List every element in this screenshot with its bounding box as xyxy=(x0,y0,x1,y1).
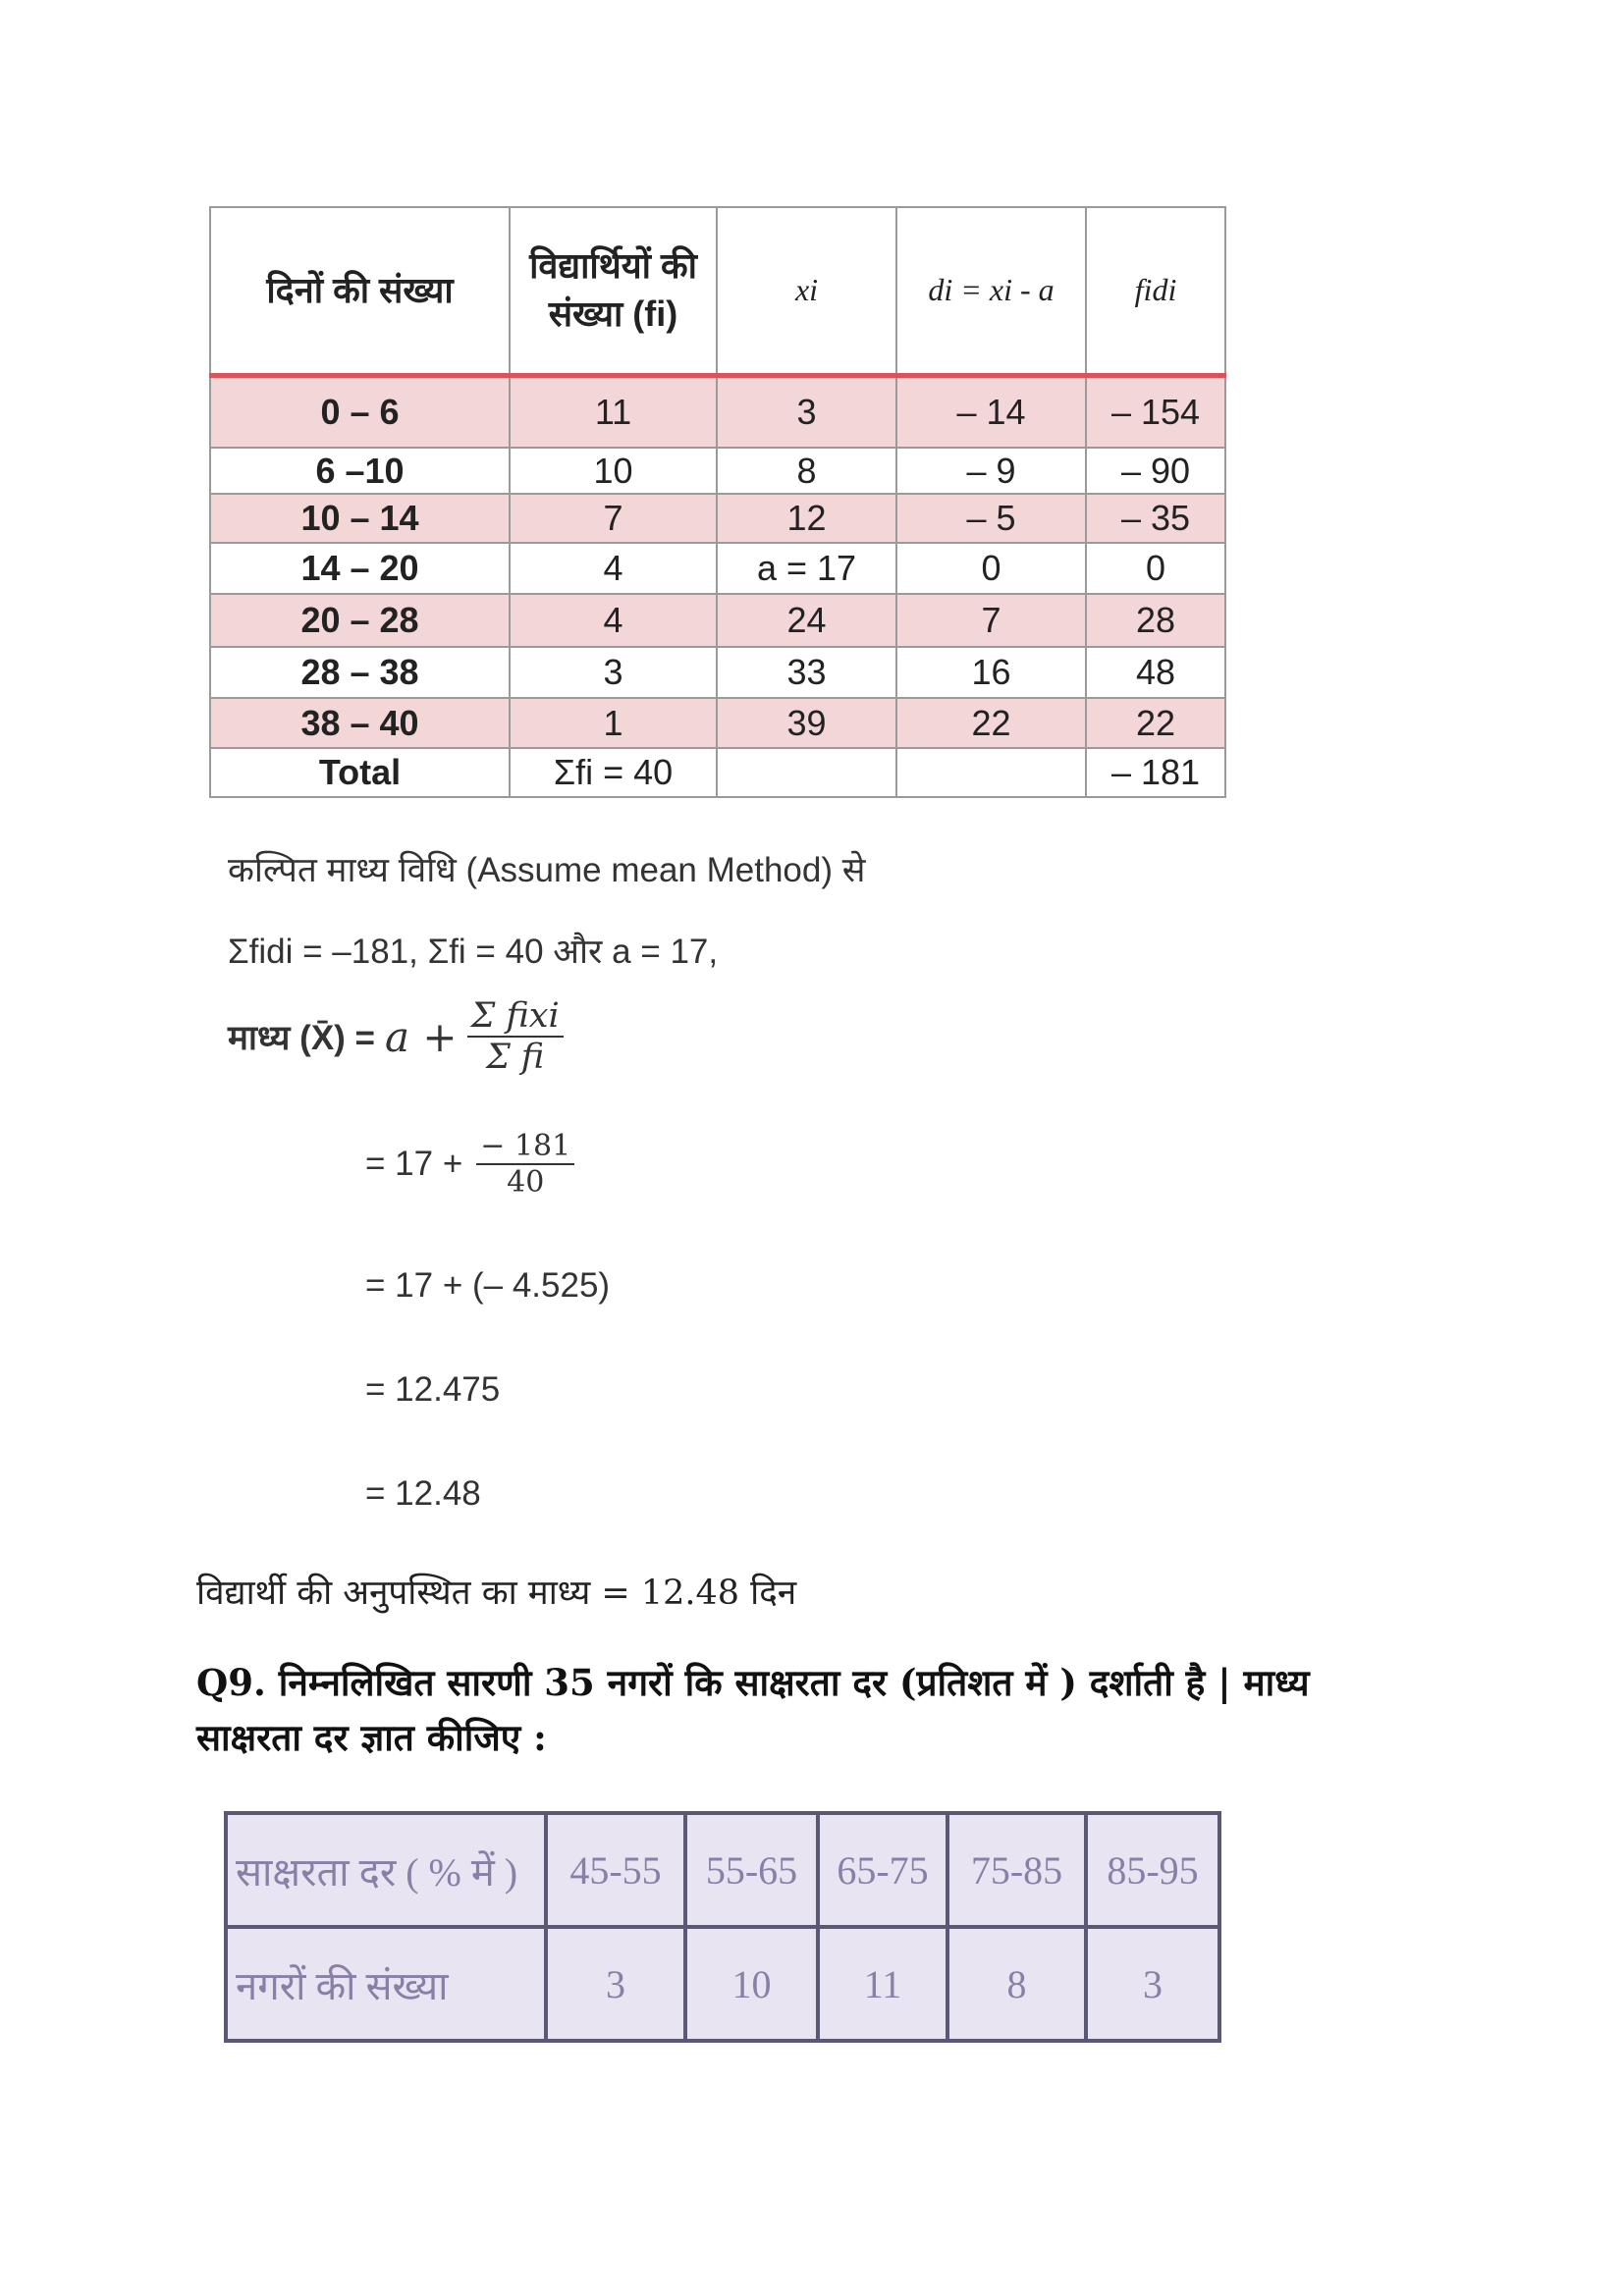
table-cell: नगरों की संख्या xyxy=(226,1927,546,2041)
table-cell: 14 – 20 xyxy=(210,543,510,594)
table-row xyxy=(226,1927,1219,2041)
step-1-denominator: 40 xyxy=(507,1165,545,1200)
table-cell: 8 xyxy=(947,1927,1086,2041)
table-row xyxy=(210,494,1225,543)
header-students: विद्यार्थियों की संख्या (fi) xyxy=(510,207,717,376)
table-header-row xyxy=(210,207,1225,376)
table-cell: – 5 xyxy=(896,494,1086,543)
question-9-line-2: साक्षरता दर ज्ञात कीजिए : xyxy=(196,1716,547,1759)
table-cell: 20 – 28 xyxy=(210,594,510,647)
header-di: di = xi - a xyxy=(896,207,1086,376)
table-cell xyxy=(717,748,896,797)
mean-formula xyxy=(228,996,564,1077)
table-cell: 3 xyxy=(717,376,896,449)
table-cell: 6 –10 xyxy=(210,448,510,494)
table-row xyxy=(210,543,1225,594)
table-cell: Total xyxy=(210,748,510,797)
table-cell: 28 – 38 xyxy=(210,647,510,698)
step-1-prefix: = 17 + xyxy=(365,1145,463,1183)
table-cell: 55-65 xyxy=(685,1813,818,1927)
table-cell: 48 xyxy=(1086,647,1225,698)
table-cell: 85-95 xyxy=(1086,1813,1219,1927)
table-cell: 7 xyxy=(896,594,1086,647)
step-1-fraction xyxy=(476,1129,574,1200)
table-cell: – 90 xyxy=(1086,448,1225,494)
table-cell: 4 xyxy=(510,543,717,594)
table-cell: 7 xyxy=(510,494,717,543)
conclusion: विद्यार्थी की अनुपस्थित का माध्य = 12.48 दिन xyxy=(196,1574,797,1613)
table-cell: 11 xyxy=(818,1927,947,2041)
table-cell: 3 xyxy=(510,647,717,698)
step-4: = 12.48 xyxy=(365,1474,481,1513)
formula-a: a + xyxy=(385,1012,458,1061)
table-cell: – 14 xyxy=(896,376,1086,449)
method-line: कल्पित माध्य विधि (Assume mean Method) से xyxy=(228,851,866,889)
table-cell: 10 xyxy=(685,1927,818,2041)
table-row xyxy=(210,376,1225,449)
mean-label: माध्य (X̄) = xyxy=(228,1018,375,1057)
table-row xyxy=(226,1813,1219,1927)
formula-fraction xyxy=(467,996,564,1077)
table-cell: – 9 xyxy=(896,448,1086,494)
step-1 xyxy=(365,1129,574,1200)
table-cell: 22 xyxy=(1086,698,1225,748)
table-cell: 8 xyxy=(717,448,896,494)
table-cell: 28 xyxy=(1086,594,1225,647)
step-1-numerator: − 181 xyxy=(476,1129,574,1165)
given-values: Σfidi = –181, Σfi = 40 और a = 17, xyxy=(228,933,719,971)
table-cell: – 181 xyxy=(1086,748,1225,797)
table-cell: 0 – 6 xyxy=(210,376,510,449)
table-cell: 22 xyxy=(896,698,1086,748)
header-days: दिनों की संख्या xyxy=(210,207,510,376)
table-cell: 3 xyxy=(546,1927,685,2041)
header-xi: xi xyxy=(717,207,896,376)
table-row xyxy=(210,647,1225,698)
table-row xyxy=(210,698,1225,748)
formula-denominator: Σ fi xyxy=(486,1038,545,1077)
question-9 xyxy=(196,1655,1310,1765)
table-cell: 3 xyxy=(1086,1927,1219,2041)
table-cell: 4 xyxy=(510,594,717,647)
table-cell: 1 xyxy=(510,698,717,748)
step-3: = 12.475 xyxy=(365,1370,501,1409)
table-row xyxy=(210,748,1225,797)
table-cell: 33 xyxy=(717,647,896,698)
table-cell: 10 – 14 xyxy=(210,494,510,543)
table-cell: 65-75 xyxy=(818,1813,947,1927)
table-cell: 10 xyxy=(510,448,717,494)
step-2: = 17 + (– 4.525) xyxy=(365,1266,611,1305)
table-cell xyxy=(896,748,1086,797)
table-cell: 24 xyxy=(717,594,896,647)
table-cell: Σfi = 40 xyxy=(510,748,717,797)
table-cell: 16 xyxy=(896,647,1086,698)
table-cell: साक्षरता दर ( % में ) xyxy=(226,1813,546,1927)
table-cell: – 154 xyxy=(1086,376,1225,449)
table-cell: 39 xyxy=(717,698,896,748)
table-row xyxy=(210,448,1225,494)
table-cell: 11 xyxy=(510,376,717,449)
table-cell: a = 17 xyxy=(717,543,896,594)
absence-frequency-table xyxy=(209,206,1226,798)
table-cell: 38 – 40 xyxy=(210,698,510,748)
formula-numerator: Σ fixi xyxy=(467,996,564,1038)
literacy-rate-table xyxy=(224,1811,1221,2043)
table-row xyxy=(210,594,1225,647)
table-cell: – 35 xyxy=(1086,494,1225,543)
table-cell: 0 xyxy=(896,543,1086,594)
table-cell: 45-55 xyxy=(546,1813,685,1927)
table-cell: 12 xyxy=(717,494,896,543)
table-cell: 75-85 xyxy=(947,1813,1086,1927)
table-cell: 0 xyxy=(1086,543,1225,594)
header-fidi: fidi xyxy=(1086,207,1225,376)
question-9-line-1: Q9. निम्नलिखित सारणी 35 नगरों कि साक्षरता दर (प्रतिशत में ) दर्शाती है | माध्य xyxy=(196,1661,1310,1704)
